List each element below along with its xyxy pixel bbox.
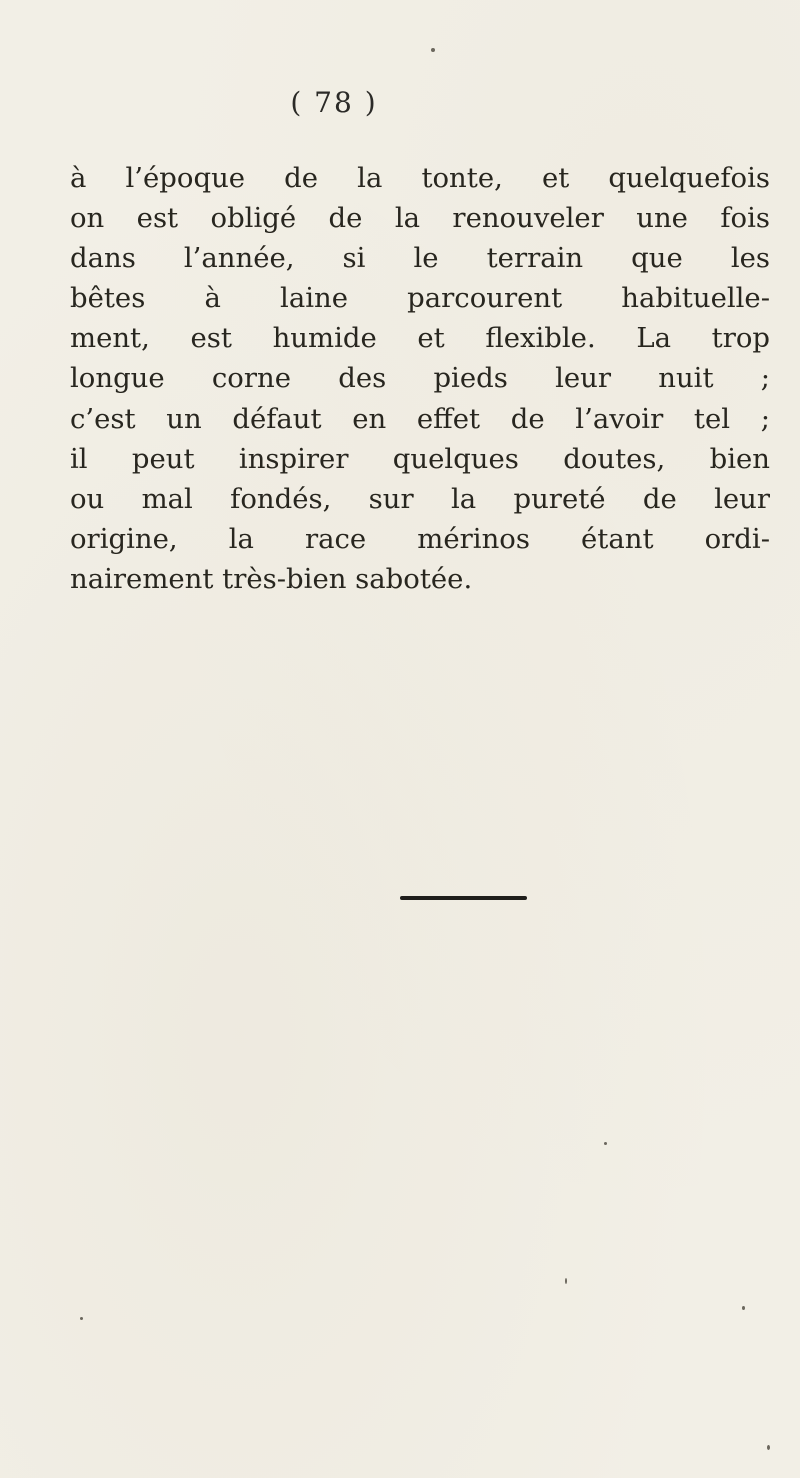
ink-speck (742, 1306, 745, 1310)
text-line: ment, est humide et flexible. La trop (70, 322, 770, 355)
text-line: longue corne des pieds leur nuit ; (70, 362, 770, 395)
text-line: origine, la race mérinos étant ordi- (70, 522, 770, 555)
text-line: bêtes à laine parcourent habituelle- (70, 282, 770, 315)
text-line: c’est un défaut en effet de l’avoir tel ; (70, 402, 770, 435)
ink-speck (604, 1142, 607, 1145)
text-line: à l’époque de la tonte, et quelquefois (70, 162, 770, 194)
ink-speck (767, 1445, 770, 1450)
ink-speck (565, 1278, 567, 1284)
section-rule (400, 896, 527, 900)
text-line: on est obligé de la renouveler une fois (70, 202, 770, 235)
text-line: dans l’année, si le terrain que les (70, 242, 770, 275)
ink-speck (80, 1317, 83, 1320)
body-text (70, 158, 770, 599)
text-line: ou mal fondés, sur la pureté de leur (70, 482, 770, 515)
page-number: ( 78 ) (290, 86, 378, 119)
text-line: il peut inspirer quelques doutes, bien (70, 442, 770, 475)
ink-speck (431, 48, 435, 52)
text-line: nairement très-bien sabotée. (70, 562, 473, 595)
